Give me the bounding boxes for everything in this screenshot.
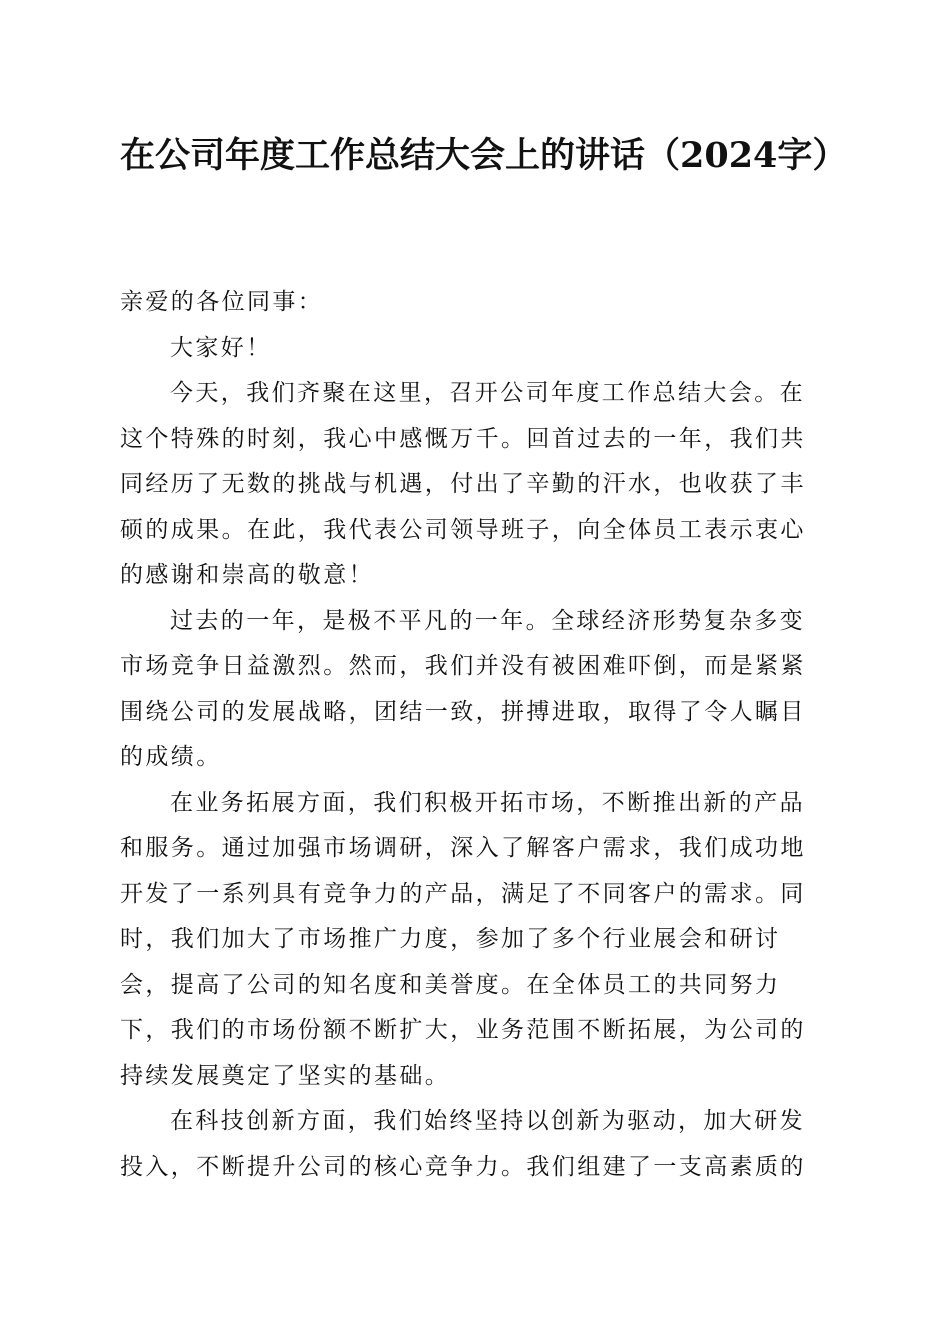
paragraph-tech-innovation: 在科技创新方面，我们始终坚持以创新为驱动，加大研发投入，不断提升公司的核心竞争力。我们组建了一支高素质的 xyxy=(120,1108,806,1180)
paragraph-opening: 今天，我们齐聚在这里，召开公司年度工作总结大会。在这个特殊的时刻，我心中感慨万千。回首过去的一年，我们共同经历了无数的挑战与机遇，付出了辛勤的汗水，也收获了丰硕的成果。在此，我代表公司领导班子，向全体员工表示衷心的感谢和崇高的敬意！ xyxy=(120,380,806,588)
paragraph-past-year: 过去的一年，是极不平凡的一年。全球经济形势复杂多变市场竞争日益激烈。然而，我们并没有被困难吓倒，而是紧紧围绕公司的发展战略，团结一致，拼搏进取，取得了令人瞩目的成绩。 xyxy=(120,607,806,770)
document-title: 在公司年度工作总结大会上的讲话（2024字） xyxy=(120,135,848,176)
paragraph-greeting: 大家好！ xyxy=(170,334,272,361)
document-body xyxy=(120,280,830,1190)
salutation: 亲爱的各位同事： xyxy=(120,289,324,315)
paragraph-business-expansion: 在业务拓展方面，我们积极开拓市场，不断推出新的产品和服务。通过加强市场调研，深入了解客户需求，我们成功地开发了一系列具有竞争力的产品，满足了不同客户的需求。同时，我们加大了市场推广力度，参加了多个行业展会和研讨会，提高了公司的知名度和美誉度。在全体员工的共同努力下，我们的市场份额不断扩大，业务范围不断拓展，为公司的持续发展奠定了坚实的基础。 xyxy=(120,789,806,1089)
